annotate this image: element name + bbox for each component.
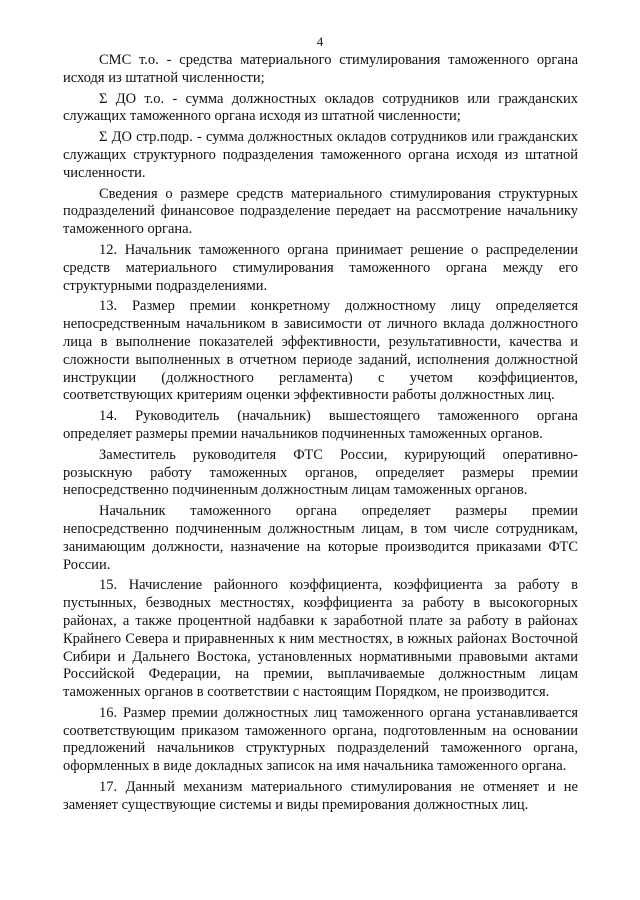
paragraph-item-17: 17. Данный механизм материального стимулирования не отменяет и не заменяет существующие системы и виды премирования должностных лиц. [63,779,578,813]
paragraph-definition-do-strpodr: Σ ДО стр.подр. - сумма должностных окладов сотрудников или гражданских служащих структурного подразделения таможенного органа исходя из штатной численности. [63,129,578,181]
page-number: 4 [316,34,324,49]
paragraph-deputy-head: Заместитель руководителя ФТС России, курирующий оперативно-розыскную работу таможенных органов, определяет размеры премии непосредственно подчиненным должностным лицам таможенных органов. [63,446,578,499]
paragraph-item-13: 13. Размер премии конкретному должностному лицу определяется непосредственным начальником в зависимости от личного вклада должностного лица в выполнение показателей эффективности, результативности, качества и сложности выполненных в отчетном периоде заданий, исполнения должностной инструкции (должностного регламента) с учетом коэффициентов, соответствующих критериям оценки эффективности работы должностных лиц. [63,298,578,404]
paragraph-item-14: 14. Руководитель (начальник) вышестоящего таможенного органа определяет размеры премии начальников подчиненных таможенных органов. [63,408,578,442]
document-body [63,52,578,818]
paragraph-financial-info: Сведения о размере средств материального стимулирования структурных подразделений финансовое подразделение передает на рассмотрение начальнику таможенного органа. [63,185,578,238]
paragraph-customs-head: Начальник таможенного органа определяет размеры премии непосредственно подчиненным должностным лицам, в том числе сотрудникам, занимающим должности, назначение на которые производится приказами ФТС России. [63,503,578,573]
paragraph-item-12: 12. Начальник таможенного органа принимает решение о распределении средств материального стимулирования таможенного органа между его структурными подразделениями. [63,241,578,294]
paragraph-definition-sms: СМС т.о. - средства материального стимулирования таможенного органа исходя из штатной численности; [63,52,578,86]
paragraph-definition-do-to: Σ ДО т.о. - сумма должностных окладов сотрудников или гражданских служащих таможенного органа исходя из штатной численности; [63,90,578,125]
paragraph-item-15: 15. Начисление районного коэффициента, коэффициента за работу в пустынных, безводных местностях, коэффициента за работу в высокогорных районах, а также процентной надбавки к заработной плате за работу в районах Крайнего Севера и приравненных к ним местностях, в южных районах Восточной Сибири и Дальнего Востока, установленных нормативными правовыми актами Российской Федерации, на премии, выплачиваемые должностным лицам таможенных органов в соответствии с настоящим Порядком, не производится. [63,577,578,701]
paragraph-item-16: 16. Размер премии должностных лиц таможенного органа устанавливается соответствующим приказом таможенного органа, подготовленным на основании предложений начальников структурных подразделений таможенного органа, оформленных в виде докладных записок на имя начальника таможенного органа. [63,704,578,775]
